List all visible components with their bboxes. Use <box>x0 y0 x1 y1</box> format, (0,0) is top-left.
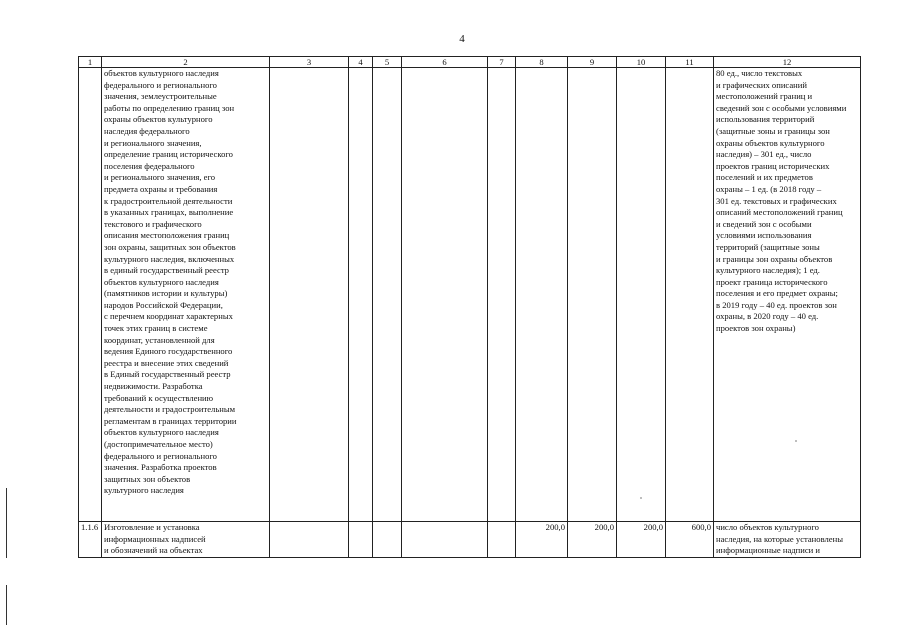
text-line: число объектов культурного <box>716 522 819 532</box>
text-line: ведения Единого государственного <box>104 346 233 357</box>
text-line: территорий (защитные зоны <box>716 241 820 252</box>
scan-speck <box>795 440 797 442</box>
indicator-cell <box>714 68 861 522</box>
empty-cell <box>488 522 516 558</box>
text-line: охраны, в 2020 году – 40 ед. <box>716 311 819 322</box>
text-line: 301 ед. текстовых и графических <box>716 195 837 206</box>
column-header: 2 <box>102 57 270 68</box>
indicator-text <box>716 68 858 335</box>
text-line: культурного наследия <box>104 485 184 496</box>
text-line: в Единый государственный реестр <box>104 369 231 380</box>
scan-speck <box>640 497 642 499</box>
text-line: охраны объектов культурного <box>716 137 825 148</box>
text-line: культурного наследия); 1 ед. <box>716 265 820 276</box>
text-line: (достопримечательное место) <box>104 439 213 449</box>
empty-cell <box>349 68 373 522</box>
scan-margin-mark <box>6 488 7 558</box>
text-line: информационные надписи и <box>716 545 820 556</box>
text-line: федерального и регионального <box>104 450 217 461</box>
column-header: 1 <box>79 57 102 68</box>
empty-cell <box>488 68 516 522</box>
text-line: наследия) – 301 ед., число <box>716 149 812 160</box>
scan-margin-mark <box>6 585 7 625</box>
text-line: проект граница исторического <box>716 276 828 287</box>
text-line: в указанных границах, выполнение <box>104 207 234 218</box>
text-line: федерального и регионального <box>104 79 217 90</box>
text-line: в единый государственный реестр <box>104 265 229 276</box>
text-line: к градостроительной деятельности <box>104 195 233 206</box>
empty-cell <box>373 522 402 558</box>
text-line: и регионального значения, <box>104 137 202 148</box>
text-line: наследия, на которые установлены <box>716 533 843 544</box>
text-line: с перечнем координат характерных <box>104 311 233 322</box>
empty-cell <box>270 68 349 522</box>
text-line: (защитные зоны и границы зон <box>716 125 830 136</box>
text-line: в 2019 году – 40 ед. проектов зон <box>716 299 837 310</box>
text-line: деятельности и градостроительным <box>104 404 236 415</box>
text-line: поселений и их предметов <box>716 172 813 183</box>
text-line: и обозначений на объектах <box>104 545 203 556</box>
funding-value-cell: 200,0 <box>568 522 617 558</box>
text-line: защитных зон объектов <box>104 473 191 484</box>
empty-cell <box>349 522 373 558</box>
funding-value-cell: 200,0 <box>516 522 568 558</box>
empty-cell <box>516 68 568 522</box>
text-line: и регионального значения, его <box>104 172 216 183</box>
text-line: охраны – 1 ед. (в 2018 году – <box>716 183 822 194</box>
text-line: культурного наследия, включенных <box>104 253 235 264</box>
empty-cell <box>666 68 714 522</box>
text-line: (памятников истории и культуры) <box>104 288 228 299</box>
column-header: 9 <box>568 57 617 68</box>
column-header: 10 <box>617 57 666 68</box>
funding-value-cell: 200,0 <box>617 522 666 558</box>
column-number-row <box>79 57 861 68</box>
text-line: использования территорий <box>716 114 815 125</box>
text-line: охраны объектов культурного <box>104 114 213 125</box>
text-line: недвижимости. Разработка <box>104 381 203 392</box>
column-header: 8 <box>516 57 568 68</box>
indicator-cell <box>714 522 861 558</box>
text-line: поселения и его предмет охраны; <box>716 288 838 299</box>
indicator-text <box>716 522 858 557</box>
activity-description-cell <box>102 522 270 558</box>
text-line: описаний местоположений границ <box>716 207 843 218</box>
text-line: и сведений зон с особыми <box>716 218 812 229</box>
text-line: проектов границ исторических <box>716 160 830 171</box>
column-header: 6 <box>402 57 488 68</box>
column-header: 4 <box>349 57 373 68</box>
text-line: условиями использования <box>716 230 812 241</box>
text-line: значения, землеустроительные <box>104 91 217 102</box>
program-table <box>78 56 861 558</box>
text-line: Изготовление и установка <box>104 522 200 532</box>
text-line: и границы зон охраны объектов <box>716 253 833 264</box>
text-line: сведений зон с особыми условиями <box>716 102 847 113</box>
text-line: 80 ед., число текстовых <box>716 68 803 78</box>
text-line: значения. Разработка проектов <box>104 462 217 473</box>
page-number: 4 <box>459 33 465 45</box>
table-row <box>79 68 861 522</box>
text-line: зон охраны, защитных зон объектов <box>104 241 236 252</box>
row-number-cell <box>79 68 102 522</box>
text-line: народов Российской Федерации, <box>104 299 223 310</box>
empty-cell <box>617 68 666 522</box>
text-line: поселения федерального <box>104 160 195 171</box>
text-line: объектов культурного наследия <box>104 276 219 287</box>
text-line: работы по определению границ зон <box>104 102 235 113</box>
text-line: информационных надписей <box>104 533 206 544</box>
text-line: наследия федерального <box>104 125 190 136</box>
table-row <box>79 522 861 558</box>
column-header: 12 <box>714 57 861 68</box>
text-line: проектов зон охраны) <box>716 323 796 334</box>
text-line: требований к осуществлению <box>104 392 214 403</box>
text-line: реестра и внесение этих сведений <box>104 357 229 368</box>
text-line: и графических описаний <box>716 79 807 90</box>
column-header: 11 <box>666 57 714 68</box>
empty-cell <box>402 68 488 522</box>
activity-description-cell <box>102 68 270 522</box>
text-line: регламентам в границах территории <box>104 415 237 426</box>
row-number-cell: 1.1.6 <box>79 522 102 558</box>
funding-total-cell: 600,0 <box>666 522 714 558</box>
empty-cell <box>568 68 617 522</box>
text-line: точек этих границ в системе <box>104 323 208 334</box>
empty-cell <box>373 68 402 522</box>
activity-description-text <box>104 68 267 497</box>
text-line: текстового и графического <box>104 218 202 229</box>
column-header: 3 <box>270 57 349 68</box>
empty-cell <box>270 522 349 558</box>
text-line: местоположений границ и <box>716 91 813 102</box>
column-header: 5 <box>373 57 402 68</box>
text-line: координат, установленной для <box>104 334 215 345</box>
column-header: 7 <box>488 57 516 68</box>
text-line: объектов культурного наследия <box>104 427 219 438</box>
text-line: описания местоположения границ <box>104 230 230 241</box>
text-line: определение границ исторического <box>104 149 233 160</box>
text-line: объектов культурного наследия <box>104 68 219 78</box>
text-line: предмета охраны и требования <box>104 183 218 194</box>
activity-description-text <box>104 522 267 557</box>
empty-cell <box>402 522 488 558</box>
